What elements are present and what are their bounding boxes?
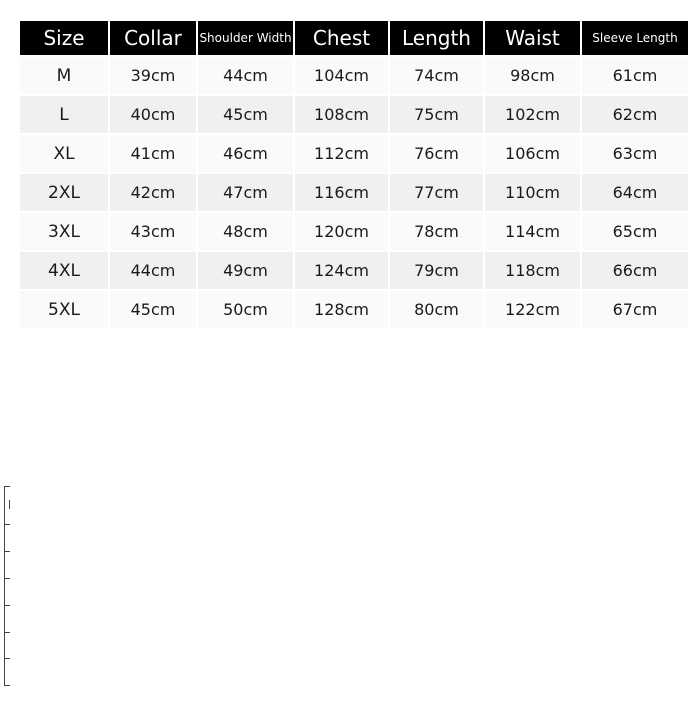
ruler-line (4, 486, 5, 686)
shoulder-width-cell: 44cm (198, 57, 293, 96)
size-cell: M (20, 57, 108, 96)
table-row (20, 213, 688, 252)
header-collar: Collar (110, 21, 196, 57)
shoulder-width-cell: 47cm (198, 174, 293, 213)
chest-cell: 120cm (295, 213, 388, 252)
header-sleeve-length: Sleeve Length (582, 21, 688, 57)
ruler-tick (4, 551, 10, 552)
ruler-tick (4, 685, 10, 686)
sleeve-length-cell: 63cm (582, 135, 688, 174)
table-row (20, 252, 688, 291)
shoulder-width-cell: 46cm (198, 135, 293, 174)
chest-cell: 128cm (295, 291, 388, 330)
chest-cell: 124cm (295, 252, 388, 291)
size-cell: 4XL (20, 252, 108, 291)
waist-cell: 110cm (485, 174, 580, 213)
waist-cell: 98cm (485, 57, 580, 96)
shoulder-width-cell: 48cm (198, 213, 293, 252)
sleeve-length-cell: 62cm (582, 96, 688, 135)
table-row (20, 291, 688, 330)
ruler-decoration (4, 486, 12, 686)
size-chart-table (18, 21, 690, 330)
chest-cell: 112cm (295, 135, 388, 174)
header-chest: Chest (295, 21, 388, 57)
length-cell: 78cm (390, 213, 483, 252)
ruler-tick (4, 578, 10, 579)
ruler-tick (4, 524, 10, 525)
ruler-tick (4, 486, 10, 487)
shoulder-width-cell: 50cm (198, 291, 293, 330)
size-cell: L (20, 96, 108, 135)
chest-cell: 116cm (295, 174, 388, 213)
size-cell: 3XL (20, 213, 108, 252)
header-length: Length (390, 21, 483, 57)
shoulder-width-cell: 45cm (198, 96, 293, 135)
waist-cell: 114cm (485, 213, 580, 252)
waist-cell: 122cm (485, 291, 580, 330)
table-row (20, 135, 688, 174)
collar-cell: 40cm (110, 96, 196, 135)
collar-cell: 43cm (110, 213, 196, 252)
chest-cell: 104cm (295, 57, 388, 96)
table-row (20, 174, 688, 213)
size-cell: XL (20, 135, 108, 174)
waist-cell: 118cm (485, 252, 580, 291)
sleeve-length-cell: 64cm (582, 174, 688, 213)
shoulder-width-cell: 49cm (198, 252, 293, 291)
sleeve-length-cell: 66cm (582, 252, 688, 291)
length-cell: 75cm (390, 96, 483, 135)
size-cell: 2XL (20, 174, 108, 213)
waist-cell: 102cm (485, 96, 580, 135)
header-shoulder-width: Shoulder Width (198, 21, 293, 57)
collar-cell: 45cm (110, 291, 196, 330)
ruler-tick (4, 605, 10, 606)
header-waist: Waist (485, 21, 580, 57)
table-row (20, 96, 688, 135)
chest-cell: 108cm (295, 96, 388, 135)
collar-cell: 41cm (110, 135, 196, 174)
ruler-tick (4, 632, 10, 633)
waist-cell: 106cm (485, 135, 580, 174)
collar-cell: 39cm (110, 57, 196, 96)
length-cell: 76cm (390, 135, 483, 174)
length-cell: 79cm (390, 252, 483, 291)
size-cell: 5XL (20, 291, 108, 330)
header-size: Size (20, 21, 108, 57)
ruler-tick (4, 658, 10, 659)
sleeve-length-cell: 65cm (582, 213, 688, 252)
sleeve-length-cell: 61cm (582, 57, 688, 96)
ruler-mark (9, 500, 10, 509)
table-header-row (20, 21, 688, 57)
length-cell: 77cm (390, 174, 483, 213)
table-row (20, 57, 688, 96)
sleeve-length-cell: 67cm (582, 291, 688, 330)
collar-cell: 44cm (110, 252, 196, 291)
collar-cell: 42cm (110, 174, 196, 213)
length-cell: 80cm (390, 291, 483, 330)
length-cell: 74cm (390, 57, 483, 96)
